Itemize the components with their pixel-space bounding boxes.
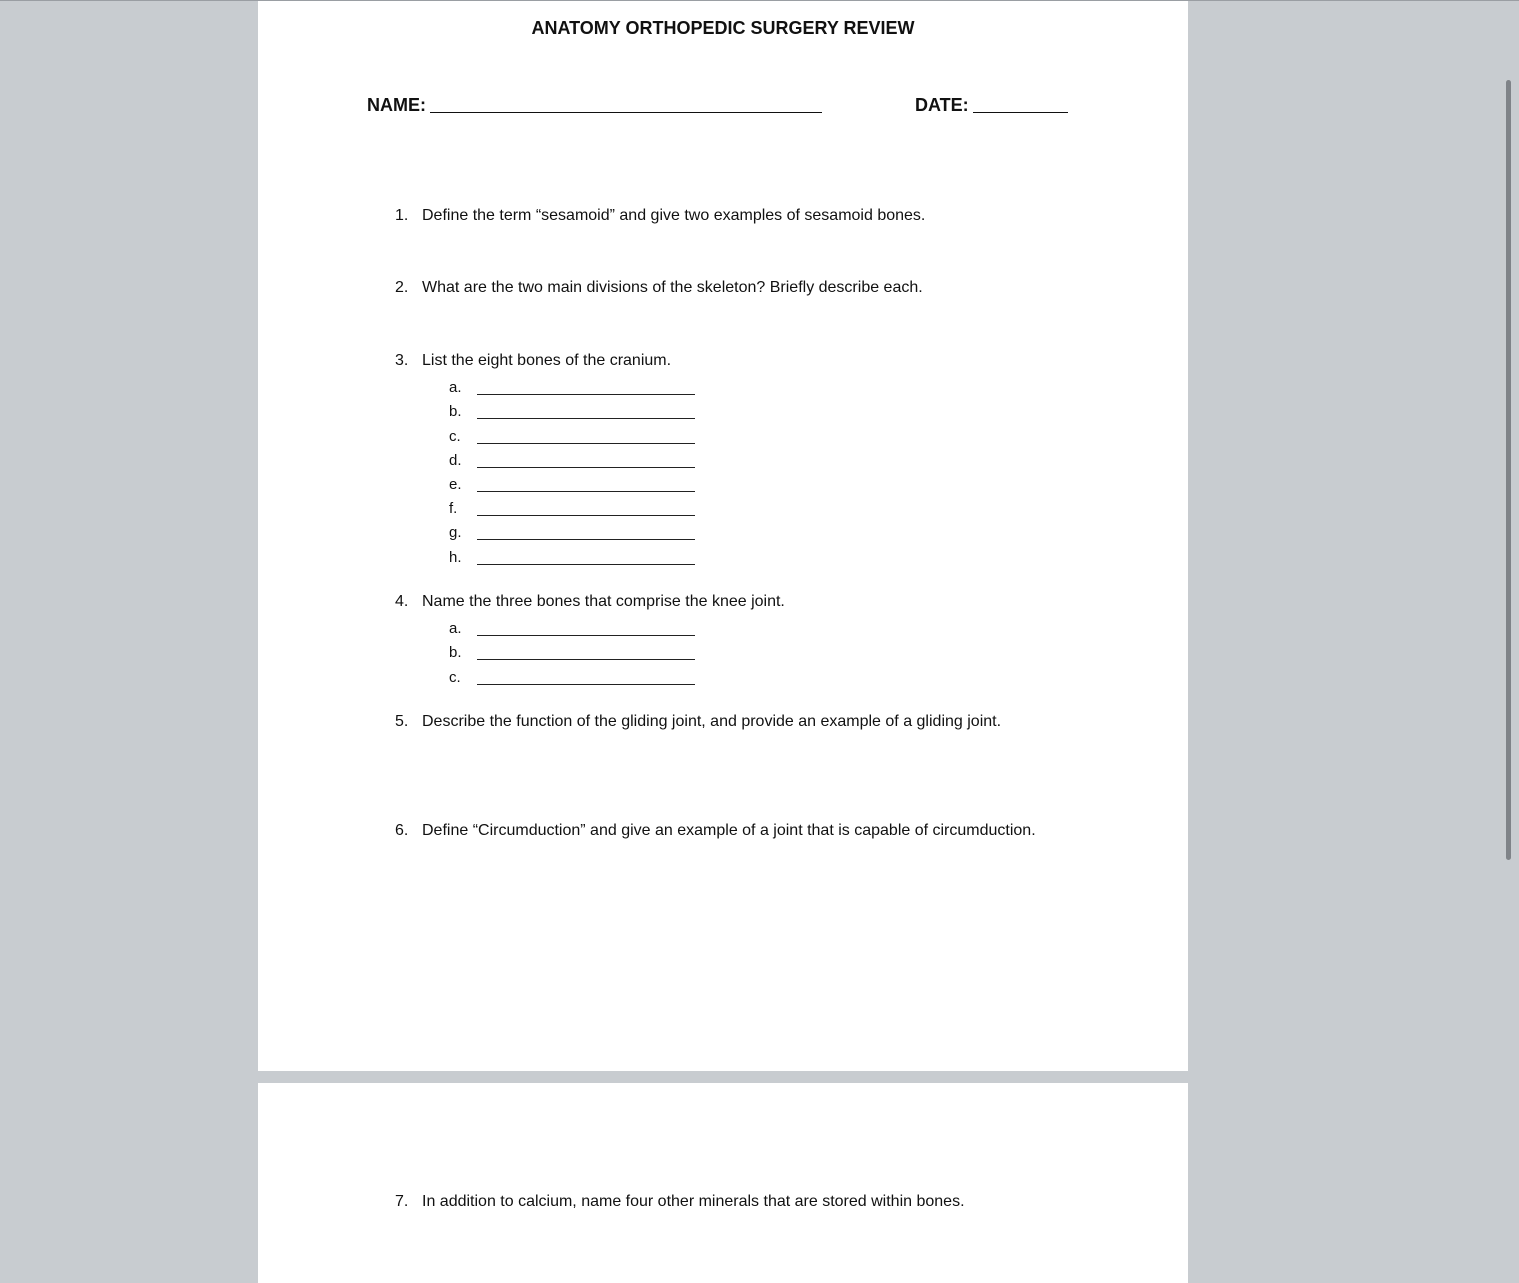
answer-line xyxy=(449,518,695,542)
answer-line xyxy=(449,638,695,662)
question-4-answers xyxy=(449,614,695,687)
question-text: Define “Circumduction” and give an example of a joint that is capable of circumduction. xyxy=(422,822,1036,839)
answer-letter: b. xyxy=(449,644,462,662)
answer-letter: a. xyxy=(449,620,462,638)
answer-blank xyxy=(477,564,695,565)
question-text: Describe the function of the gliding joint, and provide an example of a gliding joint. xyxy=(422,713,1002,730)
question-number: 4. xyxy=(395,593,409,610)
answer-line xyxy=(449,470,695,494)
question-text: Define the term “sesamoid” and give two examples of sesamoid bones. xyxy=(422,207,926,224)
answer-letter: h. xyxy=(449,548,462,566)
question-text: Name the three bones that comprise the knee joint. xyxy=(422,593,785,610)
document-page-1 xyxy=(258,1,1188,1071)
question-text: In addition to calcium, name four other minerals that are stored within bones. xyxy=(422,1193,965,1210)
answer-blank xyxy=(477,394,695,395)
answer-blank xyxy=(477,418,695,419)
date-blank-line xyxy=(973,111,1068,113)
answer-blank xyxy=(477,659,695,660)
date-field xyxy=(915,95,1068,116)
question-4 xyxy=(395,593,785,611)
answer-letter: f. xyxy=(449,500,458,518)
answer-line xyxy=(449,542,695,566)
question-6 xyxy=(395,822,1036,840)
answer-line xyxy=(449,614,695,638)
answer-line xyxy=(449,373,695,397)
question-text: List the eight bones of the cranium. xyxy=(422,352,672,369)
answer-blank xyxy=(477,684,695,685)
answer-blank xyxy=(477,515,695,516)
question-3 xyxy=(395,352,671,370)
question-2 xyxy=(395,279,923,297)
name-blank-line xyxy=(430,111,822,113)
answer-blank xyxy=(477,491,695,492)
date-label: DATE: xyxy=(915,95,969,115)
answer-letter: b. xyxy=(449,403,462,421)
name-field xyxy=(367,95,822,116)
question-number: 1. xyxy=(395,207,409,224)
answer-line xyxy=(449,494,695,518)
question-3-answers xyxy=(449,373,695,567)
answer-blank xyxy=(477,467,695,468)
answer-line xyxy=(449,397,695,421)
question-7 xyxy=(395,1193,965,1211)
document-page-2 xyxy=(258,1083,1188,1283)
scrollbar-thumb[interactable] xyxy=(1506,80,1511,860)
answer-letter: c. xyxy=(449,668,461,686)
answer-letter: c. xyxy=(449,427,461,445)
question-number: 7. xyxy=(395,1193,409,1210)
answer-blank xyxy=(477,635,695,636)
answer-line xyxy=(449,662,695,686)
answer-line xyxy=(449,446,695,470)
question-number: 3. xyxy=(395,352,409,369)
answer-blank xyxy=(477,539,695,540)
question-number: 6. xyxy=(395,822,409,839)
answer-letter: g. xyxy=(449,524,462,542)
document-title: ANATOMY ORTHOPEDIC SURGERY REVIEW xyxy=(531,18,915,38)
question-5 xyxy=(395,713,1001,731)
question-1 xyxy=(395,207,925,225)
name-label: NAME: xyxy=(367,95,426,115)
answer-line xyxy=(449,421,695,445)
question-number: 2. xyxy=(395,279,409,296)
answer-letter: e. xyxy=(449,475,462,493)
question-text: What are the two main divisions of the skeleton? Briefly describe each. xyxy=(422,279,923,296)
answer-letter: a. xyxy=(449,379,462,397)
answer-letter: d. xyxy=(449,451,462,469)
answer-blank xyxy=(477,443,695,444)
question-number: 5. xyxy=(395,713,409,730)
